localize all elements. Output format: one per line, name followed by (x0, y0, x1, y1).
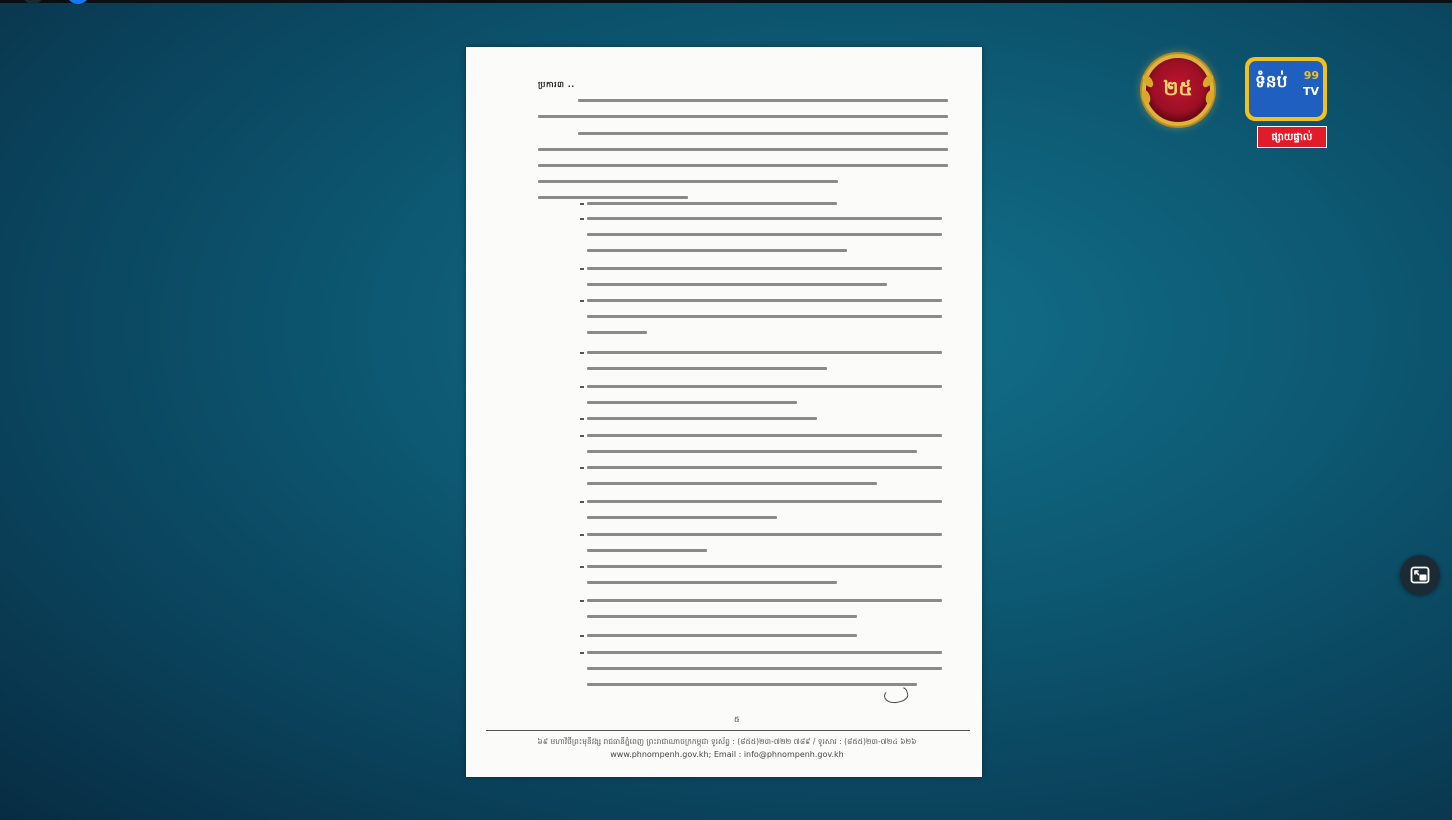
bullet-marker (580, 467, 584, 469)
bullet-marker (580, 600, 584, 602)
text-line (587, 351, 942, 354)
text-line (587, 367, 827, 370)
document-page (466, 47, 982, 777)
anniversary-logo (1140, 54, 1216, 126)
text-line (587, 667, 942, 670)
bullet-marker (580, 435, 584, 437)
anniversary-number: ២៥ (1163, 76, 1193, 100)
text-line (587, 283, 887, 286)
text-line (538, 115, 948, 118)
footer-divider (486, 730, 970, 731)
channel-brand: ទំនប់ (1255, 72, 1288, 92)
bullet-marker (580, 566, 584, 568)
text-line (587, 466, 942, 469)
bullet-marker (580, 218, 584, 220)
text-line (587, 267, 942, 270)
text-line (587, 500, 942, 503)
text-line (587, 202, 837, 205)
text-line (587, 401, 797, 404)
page-number: ៥ (734, 715, 740, 724)
signature-mark-icon (882, 684, 909, 706)
text-line (587, 233, 942, 236)
channel-logo (1245, 57, 1327, 121)
text-line (587, 615, 857, 618)
bullet-marker (580, 418, 584, 420)
text-line (587, 450, 917, 453)
footer-address: ៦៩ មហាវិថីព្រះមុនីវង្ស រាជធានីភ្នំពេញ ព្រះរាជាណាចក្រកម្ពុជា ទូរស័ព្ទ : (៨៥៥)២៣-៧២២ ៧៨៩ / ទូរសារ : (៨៥៥)២៣-៧២៤ ៦២៦ (537, 737, 917, 746)
text-line (538, 148, 948, 151)
text-line (587, 533, 942, 536)
text-line (587, 651, 942, 654)
channel-number: 99 (1303, 69, 1319, 82)
text-line (587, 331, 647, 334)
text-line (538, 164, 948, 167)
text-line (578, 99, 948, 102)
text-line (587, 581, 837, 584)
text-line (587, 565, 942, 568)
text-line (578, 132, 948, 135)
top-edge-strip (0, 0, 1452, 3)
text-line (587, 417, 817, 420)
anniversary-emblem-icon (1142, 54, 1214, 126)
text-line (587, 299, 942, 302)
text-line (587, 634, 857, 637)
bullet-marker (580, 652, 584, 654)
bullet-marker (580, 203, 584, 205)
channel-tv-label: TV (1302, 85, 1319, 98)
text-line (538, 196, 688, 199)
text-line (587, 482, 877, 485)
bullet-marker (580, 635, 584, 637)
text-line (587, 516, 777, 519)
bullet-marker (580, 268, 584, 270)
text-line (587, 385, 942, 388)
text-line (587, 599, 942, 602)
text-line (538, 180, 838, 183)
bullet-marker (580, 386, 584, 388)
channel-logo-inner (1249, 61, 1323, 117)
bullet-marker (580, 352, 584, 354)
bullet-marker (580, 300, 584, 302)
picture-in-picture-button[interactable] (1400, 555, 1440, 595)
picture-in-picture-icon (1410, 566, 1430, 584)
text-line (587, 315, 942, 318)
footer-contact: www.phnompenh.gov.kh; Email : info@phnompenh.gov.kh (610, 750, 844, 759)
text-line (587, 249, 847, 252)
document-header: ប្រការ៣ .. (538, 80, 575, 89)
live-badge: ផ្សាយផ្ទាល់ (1257, 126, 1327, 148)
bullet-marker (580, 534, 584, 536)
text-line (587, 434, 942, 437)
text-line (587, 217, 942, 220)
text-line (587, 683, 917, 686)
bullet-marker (580, 501, 584, 503)
text-line (587, 549, 707, 552)
